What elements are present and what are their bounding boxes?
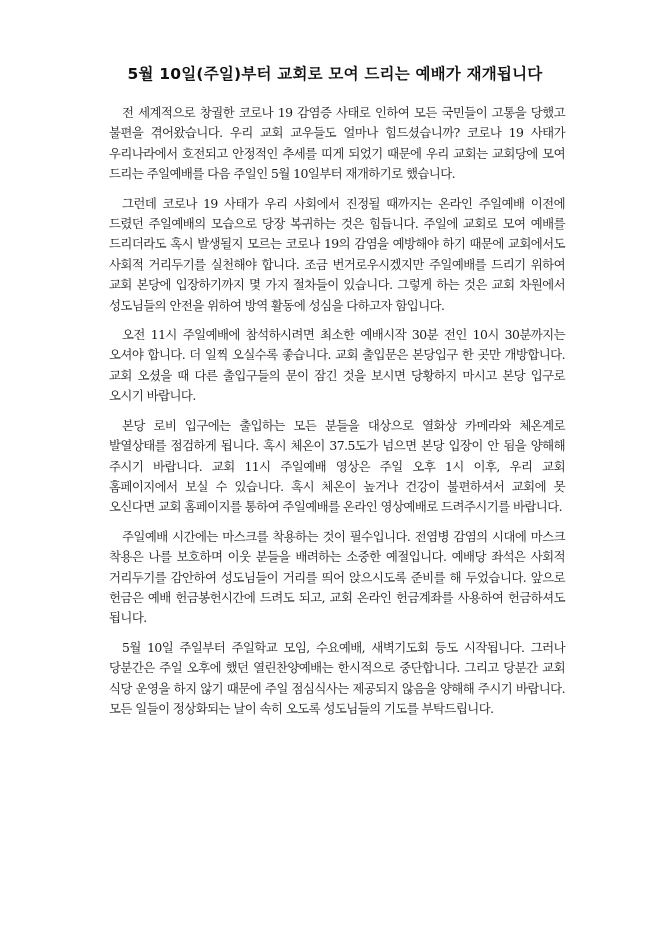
paragraph-mask: 주일예배 시간에는 마스크를 착용하는 것이 필수입니다. 전염병 감염의 시대에 마스크 착용은 나를 보호하며 이웃 분들을 배려하는 소중한 예절입니다. 예배당 좌석은 사회적 거리두기를 감안하여 성도님들이 거리를 띄어 앉으시도록 준비를 해 두었습니다. 앞으로 헌금은 예배 헌금봉헌시간에 드려도 되고, 교회 온라인 헌금계좌를 사용하여 헌금하셔도 됩니다.: [109, 528, 565, 626]
paragraph-intro: 전 세계적으로 창궐한 코로나 19 감염증 사태로 인하여 모든 국민들이 고통을 당했고 불편을 겪어왔습니다. 우리 교회 교우들도 얼마나 힘드셨습니까? 코로나 19 사태가 우리나라에서 호전되고 안정적인 추세를 띠게 되었기 때문에 우리 교회는 교회당에 모여 드리는 주일예배를 다음 주일인 5월 10일부터 재개하기로 했습니다.: [109, 105, 565, 182]
page-title: 5월 10일(주일)부터 교회로 모여 드리는 예배가 재개됩니다: [127, 65, 543, 83]
paragraph-distancing: 그런데 코로나 19 사태가 우리 사회에서 진정될 때까지는 온라인 주일예배 이전에 드렸던 주일예배의 모습으로 당장 복귀하는 것은 힘듭니다. 주일에 교회로 모여 예배를 드리더라도 혹시 발생될지 모르는 코로나 19의 감염을 예방해야 하기 때문에 교회에서도 사회적 거리두기를 실천해야 합니다. 조금 번거로우시겠지만 주일예배를 드리기 위하여 교회 본당에 입장하기까지 몇 가지 절차들이 있습니다. 그렇게 하는 것은 교회 차원에서 성도님들의 안전을 위하여 방역 활동에 성심을 다하고자 함입니다.: [109, 195, 565, 313]
paragraph-arrival-time: 오전 11시 주일예배에 참석하시려면 최소한 예배시작 30분 전인 10시 30분까지는 오셔야 합니다. 더 일찍 오실수록 좋습니다. 교회 출입문은 본당입구 한 곳만 개방합니다. 교회 오셨을 때 다른 출입구들의 문이 잠긴 것을 보시면 당황하지 마시고 본당 입구로 오시기 바랍니다.: [109, 327, 565, 404]
paragraph-schedule: 5월 10일 주일부터 주일학교 모임, 수요예배, 새벽기도회 등도 시작됩니다. 그러나 당분간은 주일 오후에 했던 열린찬양예배는 한시적으로 중단합니다. 그리고 당분간 교회 식당 운영을 하지 않기 때문에 주일 점심식사는 제공되지 않음을 양해해 주시기 바랍니다. 모든 일들이 정상화되는 날이 속히 오도록 성도님들의 기도를 부탁드립니다.: [109, 639, 565, 716]
document-body: [109, 103, 565, 728]
paragraph-temperature-check: 본당 로비 입구에는 출입하는 모든 분들을 대상으로 열화상 카메라와 체온계로 발열상태를 점검하게 됩니다. 혹시 체온이 37.5도가 넘으면 본당 입장이 안 됨을 양해해 주시기 바랍니다. 교회 11시 주일예배 영상은 주일 오후 1시 이후, 우리 교회 홈페이지에서 보실 수 있습니다. 혹시 체온이 높거나 건강이 불편하셔서 교회에 못 오신다면 교회 홈페이지를 통하여 주일예배를 온라인 영상예배로 드려주시기를 바랍니다.: [109, 417, 565, 515]
